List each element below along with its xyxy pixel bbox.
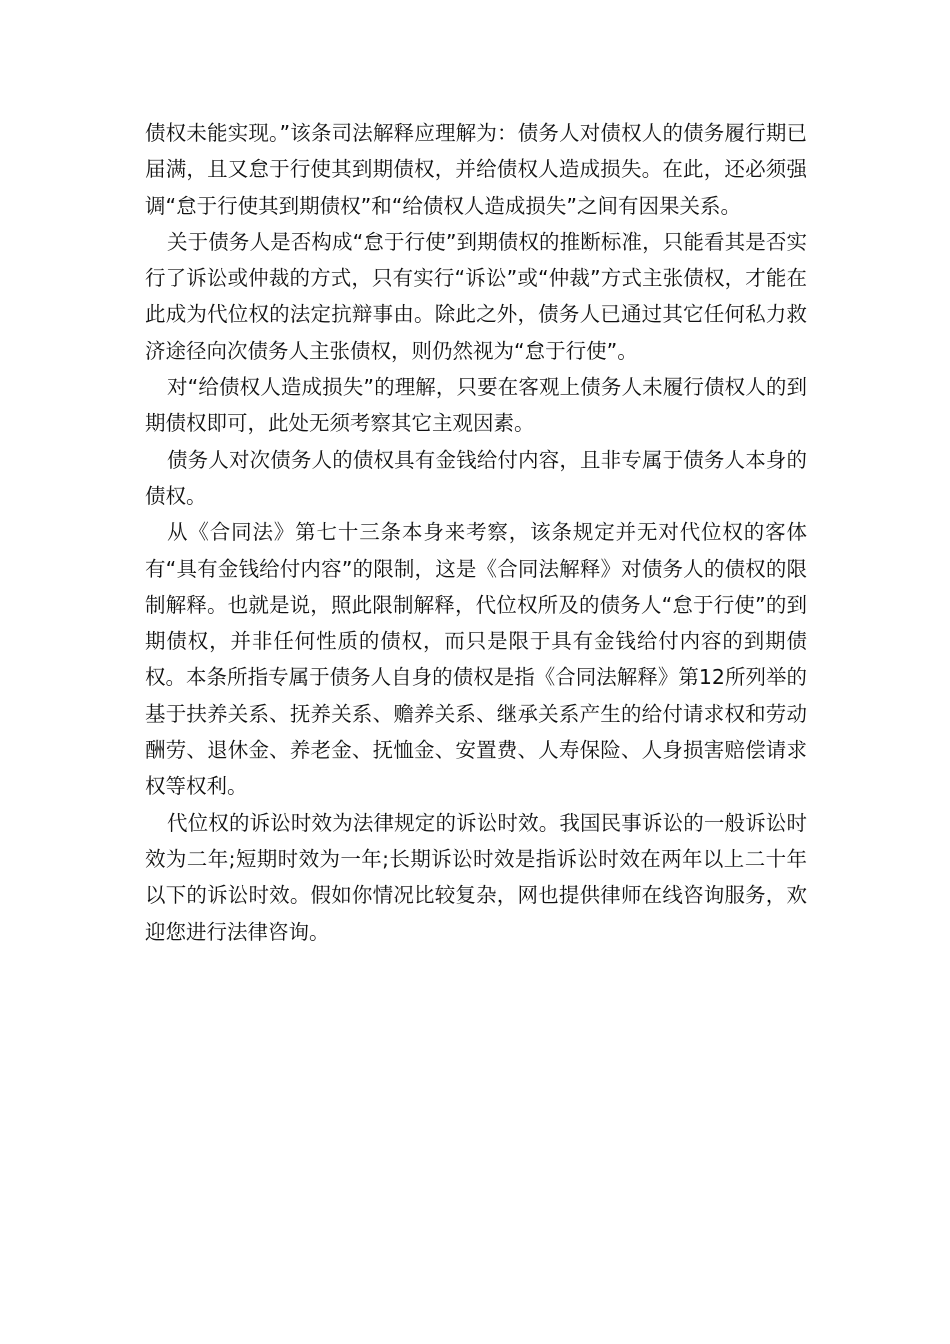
paragraph-6: 代位权的诉讼时效为法律规定的诉讼时效。我国民事诉讼的一般诉讼时效为二年;短期时效为一年;长期诉讼时效是指诉讼时效在两年以上二十年以下的诉讼时效。假如你情况比较复杂，网也提供律师在线咨询服务，欢迎您进行法律咨询。 bbox=[145, 810, 807, 944]
paragraph-5: 从《合同法》第七十三条本身来考察，该条规定并无对代位权的客体有“具有金钱给付内容”的限制，这是《合同法解释》对债务人的债权的限制解释。也就是说，照此限制解释，代位权所及的债务人“怠于行使”的到期债权，并非任何性质的债权，而只是限于具有金钱给付内容的到期债权。本条所指专属于债务人自身的债权是指《合同法解释》第12所列举的基于扶养关系、抚养关系、赡养关系、继承关系产生的给付请求权和劳动酬劳、退休金、养老金、抚恤金、安置费、人寿保险、人身损害赔偿请求权等权利。 bbox=[145, 520, 807, 799]
paragraph-1: 债权未能实现。”该条司法解释应理解为：债务人对债权人的债务履行期已届满，且又怠于行使其到期债权，并给债权人造成损失。在此，还必须强调“怠于行使其到期债权”和“给债权人造成损失”之间有因果关系。 bbox=[145, 121, 807, 218]
document-body bbox=[145, 115, 807, 950]
paragraph-2: 关于债务人是否构成“怠于行使”到期债权的推断标准，只能看其是否实行了诉讼或仲裁的方式，只有实行“诉讼”或“仲裁”方式主张债权，才能在此成为代位权的法定抗辩事由。除此之外，债务人已通过其它任何私力救济途径向次债务人主张债权，则仍然视为“怠于行使”。 bbox=[145, 229, 807, 363]
paragraph-4: 债务人对次债务人的债权具有金钱给付内容，且非专属于债务人本身的债权。 bbox=[145, 447, 807, 508]
paragraph-3: 对“给债权人造成损失”的理解，只要在客观上债务人未履行债权人的到期债权即可，此处无须考察其它主观因素。 bbox=[145, 375, 807, 436]
